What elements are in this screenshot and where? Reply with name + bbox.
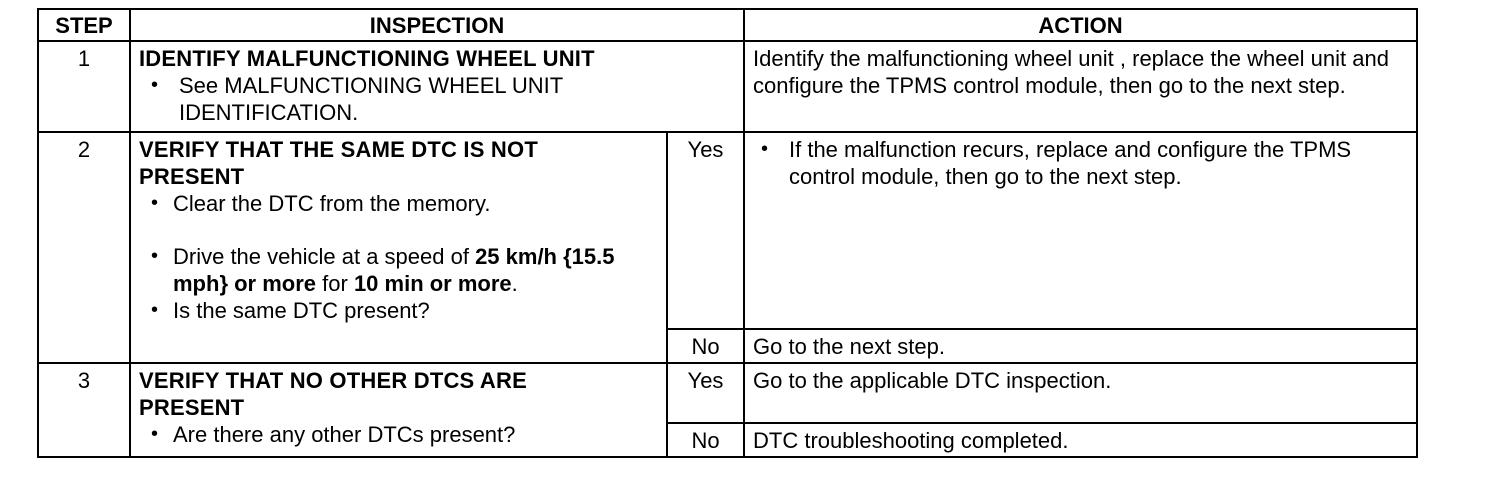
list-item (139, 190, 660, 217)
table-header-row (38, 9, 1417, 41)
bullet-text-plain: Drive the vehicle at a speed of (173, 244, 476, 269)
yes-label: Yes (667, 132, 744, 329)
inspection-table (37, 8, 1418, 458)
table-row-step-3-yes (38, 363, 1417, 423)
list-item (139, 243, 660, 297)
action-cell: Go to the next step. (744, 329, 1417, 363)
bullet-icon: • (151, 74, 159, 96)
bullet-text-plain: for (316, 271, 354, 296)
bullet-text: See MALFUNCTIONING WHEEL UNIT IDENTIFICATION. (179, 73, 563, 125)
action-cell: Identify the malfunctioning wheel unit , replace the wheel unit and configure the TPMS control module, then go to the next step. (744, 41, 1417, 132)
bullet-icon: • (151, 299, 159, 321)
bullet-icon: • (151, 245, 159, 267)
list-item (139, 421, 660, 448)
bullet-text: Is the same DTC present? (173, 298, 430, 323)
inspection-cell (130, 132, 667, 363)
inspection-title (139, 367, 660, 421)
no-label: No (667, 329, 744, 363)
bullet-icon: • (151, 192, 159, 214)
bullet-text: Clear the DTC from the memory. (173, 191, 491, 216)
header-action: ACTION (744, 9, 1417, 41)
bullet-icon: • (761, 138, 769, 160)
step-number: 2 (38, 132, 130, 363)
step-number: 1 (38, 41, 130, 132)
header-inspection: INSPECTION (130, 9, 744, 41)
bullet-icon: • (151, 423, 159, 445)
step-number: 3 (38, 363, 130, 457)
inspection-title-line-2: PRESENT (139, 164, 245, 189)
list-item (753, 136, 1408, 190)
bullet-text-bold-time: 10 min or more (353, 271, 512, 296)
header-step: STEP (38, 9, 130, 41)
inspection-cell (130, 41, 744, 132)
list-item (139, 72, 737, 126)
inspection-title: IDENTIFY MALFUNCTIONING WHEEL UNIT (139, 46, 595, 71)
action-bullets (753, 136, 1408, 190)
table-row-step-2-yes (38, 132, 1417, 329)
inspection-bullets (139, 190, 660, 324)
inspection-title-line-1: VERIFY THAT THE SAME DTC IS NOT (139, 137, 538, 162)
inspection-title-line-2: PRESENT (139, 395, 245, 420)
bullet-text-plain: . (511, 271, 518, 296)
bullet-text (173, 244, 615, 296)
action-cell (744, 132, 1417, 329)
bullet-text-bold-speed: 25 km/h {15.5 mph} or more (173, 244, 615, 296)
bullet-text: If the malfunction recurs, replace and configure the TPMS control module, then go to the next step. (789, 137, 1352, 189)
inspection-cell (130, 363, 667, 457)
table-row-step-1 (38, 41, 1417, 132)
inspection-title-line-1: VERIFY THAT NO OTHER DTCS ARE (139, 368, 527, 393)
inspection-bullets (139, 72, 737, 126)
action-cell: Go to the applicable DTC inspection. (744, 363, 1417, 423)
yes-label: Yes (667, 363, 744, 423)
no-label: No (667, 423, 744, 457)
bullet-text: Are there any other DTCs present? (173, 422, 516, 447)
list-item (139, 297, 660, 324)
inspection-bullets (139, 421, 660, 448)
action-cell: DTC troubleshooting completed. (744, 423, 1417, 457)
inspection-title (139, 136, 660, 190)
